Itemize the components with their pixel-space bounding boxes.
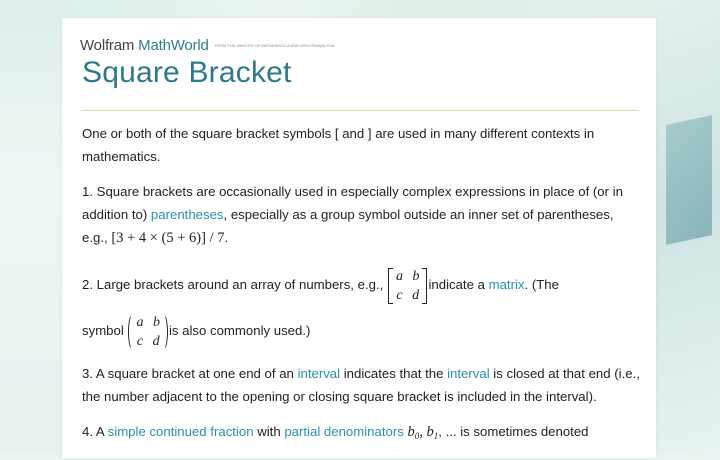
logo-tagline: FROM THE MAKERS OF MATHEMATICA AND WOLFRAM|ALPHA [214, 42, 335, 48]
logo-wolfram-text: Wolfram [80, 36, 135, 54]
intro-text: One or both of the square bracket symbols [ and ] are used in many different contexts in mathematics. [82, 126, 595, 164]
square-bracket-matrix: a b c d [388, 267, 428, 305]
item-2-text-d: symbol [82, 323, 124, 338]
item-2-text-c: . (The [524, 277, 559, 292]
item-4-text-a: 4. A [82, 424, 108, 439]
link-interval-1[interactable]: interval [297, 366, 341, 381]
item-4-text-b: with [253, 424, 285, 439]
article-card [62, 18, 656, 458]
item-2-text-a: 2. Large brackets around an array of numbers, e.g., [82, 277, 384, 292]
item-3-text-a: 3. A square bracket at one end of an [82, 366, 298, 381]
b0-symbol: $b_0$, $b_1$ [407, 424, 439, 441]
item-3-text-b: indicates that the [340, 366, 448, 381]
mathworld-logo[interactable] [80, 36, 335, 54]
page-title: Square Bracket [82, 56, 292, 89]
item-1-paragraph [82, 180, 642, 250]
link-interval-2[interactable]: interval [447, 366, 490, 381]
parenthesis-matrix: a b c d [128, 313, 168, 351]
item-2-text-b: indicate a [428, 277, 489, 292]
item-1-text-c: . [224, 230, 229, 245]
item-1-text-b: , especially as a group symbol outside an inner set of parentheses, e.g., [82, 207, 614, 245]
item-4-text-c: , ... is sometimes denoted [438, 424, 589, 439]
item-1-expression: [3 + 4 × (5 + 6)] / 7 [111, 230, 225, 246]
item-3-paragraph [82, 362, 642, 408]
background-left [0, 0, 62, 453]
item-4-paragraph [82, 420, 642, 448]
logo-mathworld-text: MathWorld [138, 36, 209, 54]
item-2-paragraph [82, 262, 642, 308]
item-2-text-e: is also commonly used.) [168, 323, 311, 338]
title-divider [82, 110, 638, 111]
link-simple-continued-fraction[interactable]: simple continued fraction [107, 424, 254, 439]
article-body [82, 122, 642, 460]
item-3-text-c: is closed at that end (i.e., the number adjacent to the opening or closing square bracket is included in the interval). [82, 366, 640, 404]
link-matrix[interactable]: matrix [488, 277, 525, 292]
item-2-paragraph-cont [82, 308, 642, 354]
link-parentheses[interactable]: parentheses [150, 207, 224, 222]
intro-paragraph [82, 122, 642, 168]
background-decoration [666, 115, 712, 245]
item-1-text-a: 1. Square brackets are occasionally used in especially complex expressions in place of (or in addition to) [82, 184, 623, 222]
link-partial-denominators[interactable]: partial denominators [284, 424, 404, 439]
